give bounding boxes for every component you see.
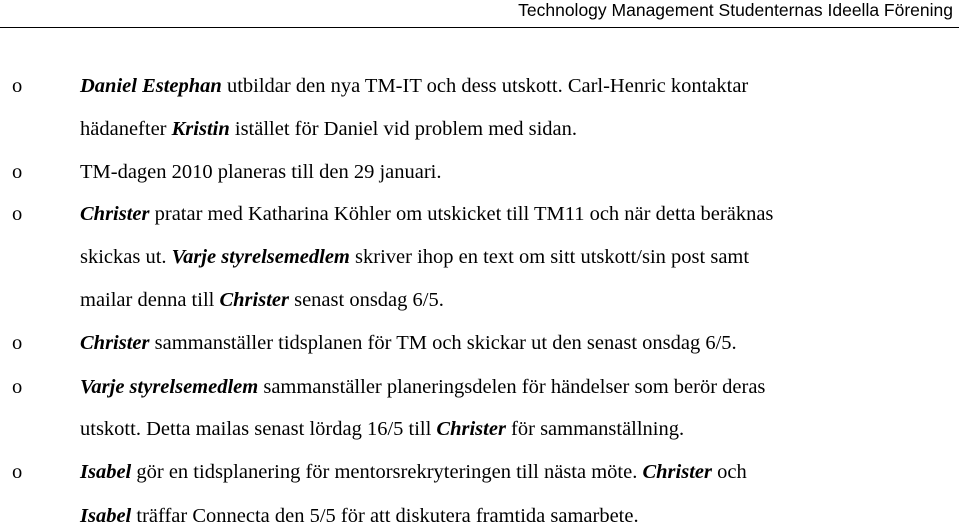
- list-item-line: [80, 460, 747, 484]
- bullet-marker: o: [12, 332, 23, 354]
- text-segment: utbildar den nya TM-IT och dess utskott. Carl-Henric kontaktar: [221, 75, 749, 97]
- list-item-line: [80, 202, 773, 226]
- bullet-marker: o: [12, 161, 23, 183]
- person-name: Christer: [436, 418, 506, 440]
- text-segment: utskott. Detta mailas senast lördag 16/5 till: [80, 418, 437, 440]
- text-segment: mailar denna till: [80, 289, 220, 311]
- list-item-line: [80, 504, 639, 528]
- text-segment: sammanställer planeringsdelen för händelser som berör deras: [258, 376, 766, 398]
- text-segment: skriver ihop en text om sitt utskott/sin post samt: [349, 246, 750, 268]
- person-name: Isabel: [80, 461, 132, 483]
- list-item-line: [80, 417, 684, 441]
- bullet-marker: o: [12, 376, 23, 398]
- text-segment: istället för Daniel vid problem med sidan.: [229, 118, 578, 140]
- list-item-line: [80, 160, 442, 184]
- text-segment: skickas ut.: [80, 246, 172, 268]
- text-segment: för sammanställning.: [505, 418, 685, 440]
- text-segment: senast onsdag 6/5.: [288, 289, 444, 311]
- list-item-line: [80, 288, 444, 312]
- text-segment: gör en tidsplanering för mentorsrekryteringen till nästa möte.: [131, 461, 643, 483]
- list-item-line: [80, 375, 765, 399]
- bullet-marker: o: [12, 203, 23, 225]
- header-rule: [0, 27, 959, 28]
- list-item-line: [80, 117, 577, 141]
- text-segment: TM-dagen 2010 planeras till den 29 januari.: [80, 161, 442, 183]
- text-segment: pratar med Katharina Köhler om utskicket till TM11 och när detta beräknas: [149, 203, 774, 225]
- person-name: Christer: [80, 203, 150, 225]
- person-name: Varje styrelsemedlem: [171, 246, 350, 268]
- list-item-line: [80, 245, 749, 269]
- person-name: Varje styrelsemedlem: [80, 376, 259, 398]
- page-header-title: Technology Management Studenternas Ideella Förening: [518, 0, 953, 20]
- bullet-marker: o: [12, 461, 23, 483]
- person-name: Christer: [642, 461, 712, 483]
- text-segment: och: [711, 461, 747, 483]
- person-name: Isabel: [80, 505, 132, 527]
- person-name: Daniel Estephan: [80, 75, 222, 97]
- person-name: Christer: [219, 289, 289, 311]
- text-segment: träffar Connecta den 5/5 för att diskutera framtida samarbete.: [131, 505, 639, 527]
- text-segment: sammanställer tidsplanen för TM och skickar ut den senast onsdag 6/5.: [149, 332, 737, 354]
- person-name: Christer: [80, 332, 150, 354]
- text-segment: hädanefter: [80, 118, 172, 140]
- list-item-line: [80, 74, 748, 98]
- list-item-line: [80, 331, 737, 355]
- bullet-marker: o: [12, 75, 23, 97]
- person-name: Kristin: [171, 118, 230, 140]
